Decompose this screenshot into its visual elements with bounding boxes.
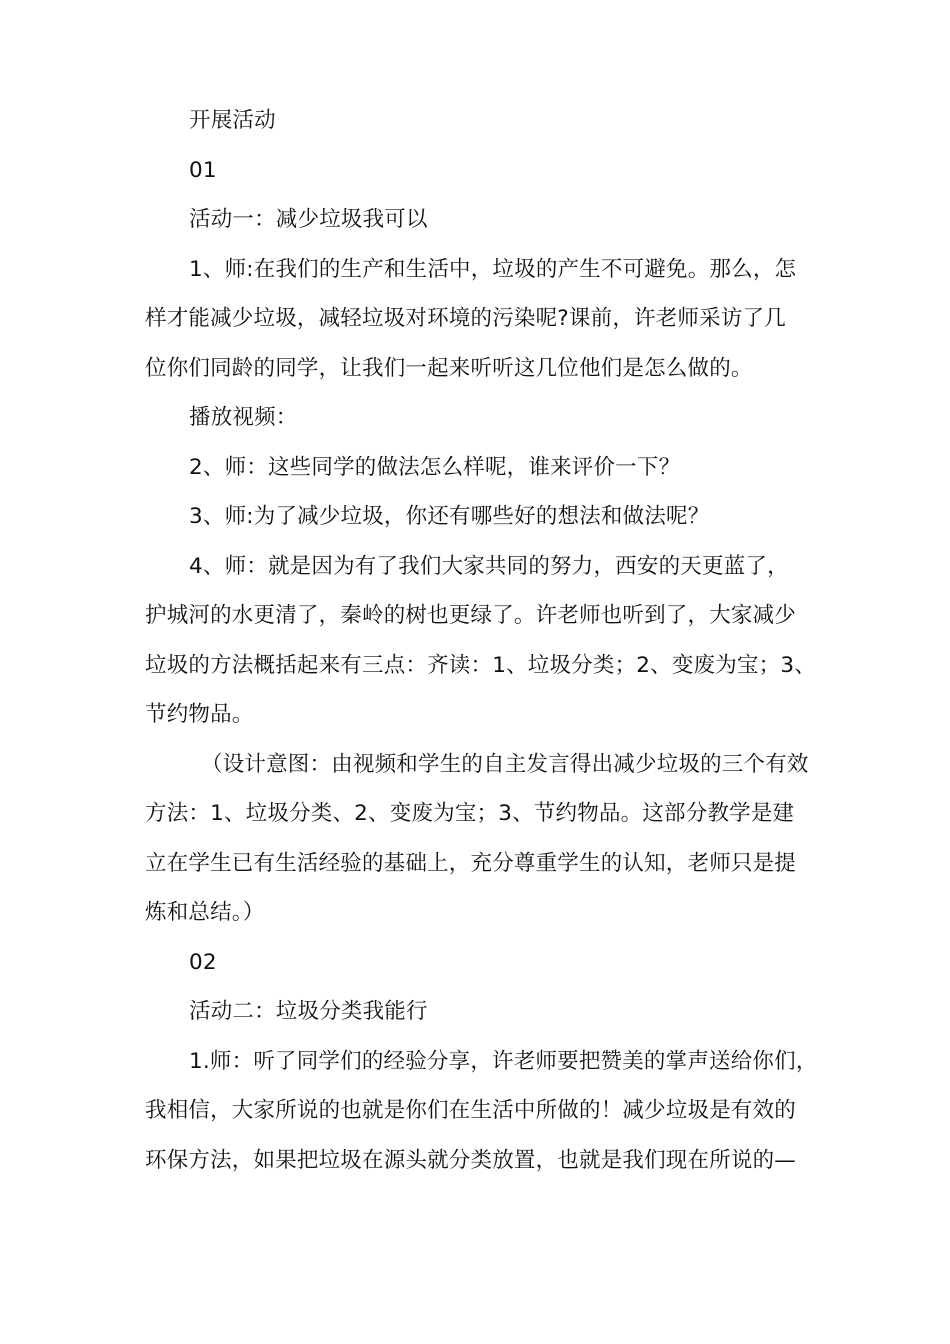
activity-one-title: 活动一：减少垃圾我可以 [189,207,428,232]
document-body [145,96,817,1185]
paragraph-line: 位你们同龄的同学，让我们一起来听听这几位他们是怎么做的。 [145,355,753,381]
paragraph-line: 我相信，大家所说的也就是你们在生活中所做的！减少垃圾是有效的 [145,1098,797,1123]
section-number-02: 02 [189,949,217,975]
design-intent-line: 立在学生已有生活经验的基础上，充分尊重学生的认知，老师只是提 [145,850,797,876]
paragraph-line: 1.师：听了同学们的经验分享，许老师要把赞美的掌声送给你们， [189,1048,818,1074]
paragraph-line: 4、师：就是因为有了我们大家共同的努力，西安的天更蓝了， [189,553,789,579]
paragraph-line: 样才能减少垃圾，减轻垃圾对环境的污染呢?课前，许老师采访了几 [145,306,786,331]
paragraph-line: 1、师:在我们的生产和生活中，垃圾的产生不可避免。那么，怎 [189,256,797,282]
play-video-label: 播放视频： [189,405,298,430]
design-intent-line: 方法：1、垃圾分类、2、变废为宝；3、节约物品。这部分教学是建 [145,801,795,826]
paragraph-line: 2、师：这些同学的做法怎么样呢，谁来评价一下？ [189,454,681,480]
section-heading-activities: 开展活动 [189,108,276,133]
activity-two-title: 活动二：垃圾分类我能行 [189,999,428,1024]
design-intent-line: 炼和总结。） [145,900,265,925]
paragraph-line: 垃圾的方法概括起来有三点：齐读：1、垃圾分类；2、变废为宝；3、 [145,652,816,678]
paragraph-line: 3、师:为了减少垃圾，你还有哪些好的想法和做法呢？ [189,504,710,529]
paragraph-line: 节约物品。 [145,702,254,727]
section-number-01: 01 [189,157,217,183]
paragraph-line: 护城河的水更清了，秦岭的树也更绿了。许老师也听到了，大家减少 [145,603,797,628]
design-intent-line: （设计意图：由视频和学生的自主发言得出减少垃圾的三个有效 [201,751,809,777]
paragraph-line: 环保方法，如果把垃圾在源头就分类放置，也就是我们现在所说的— [145,1147,797,1173]
